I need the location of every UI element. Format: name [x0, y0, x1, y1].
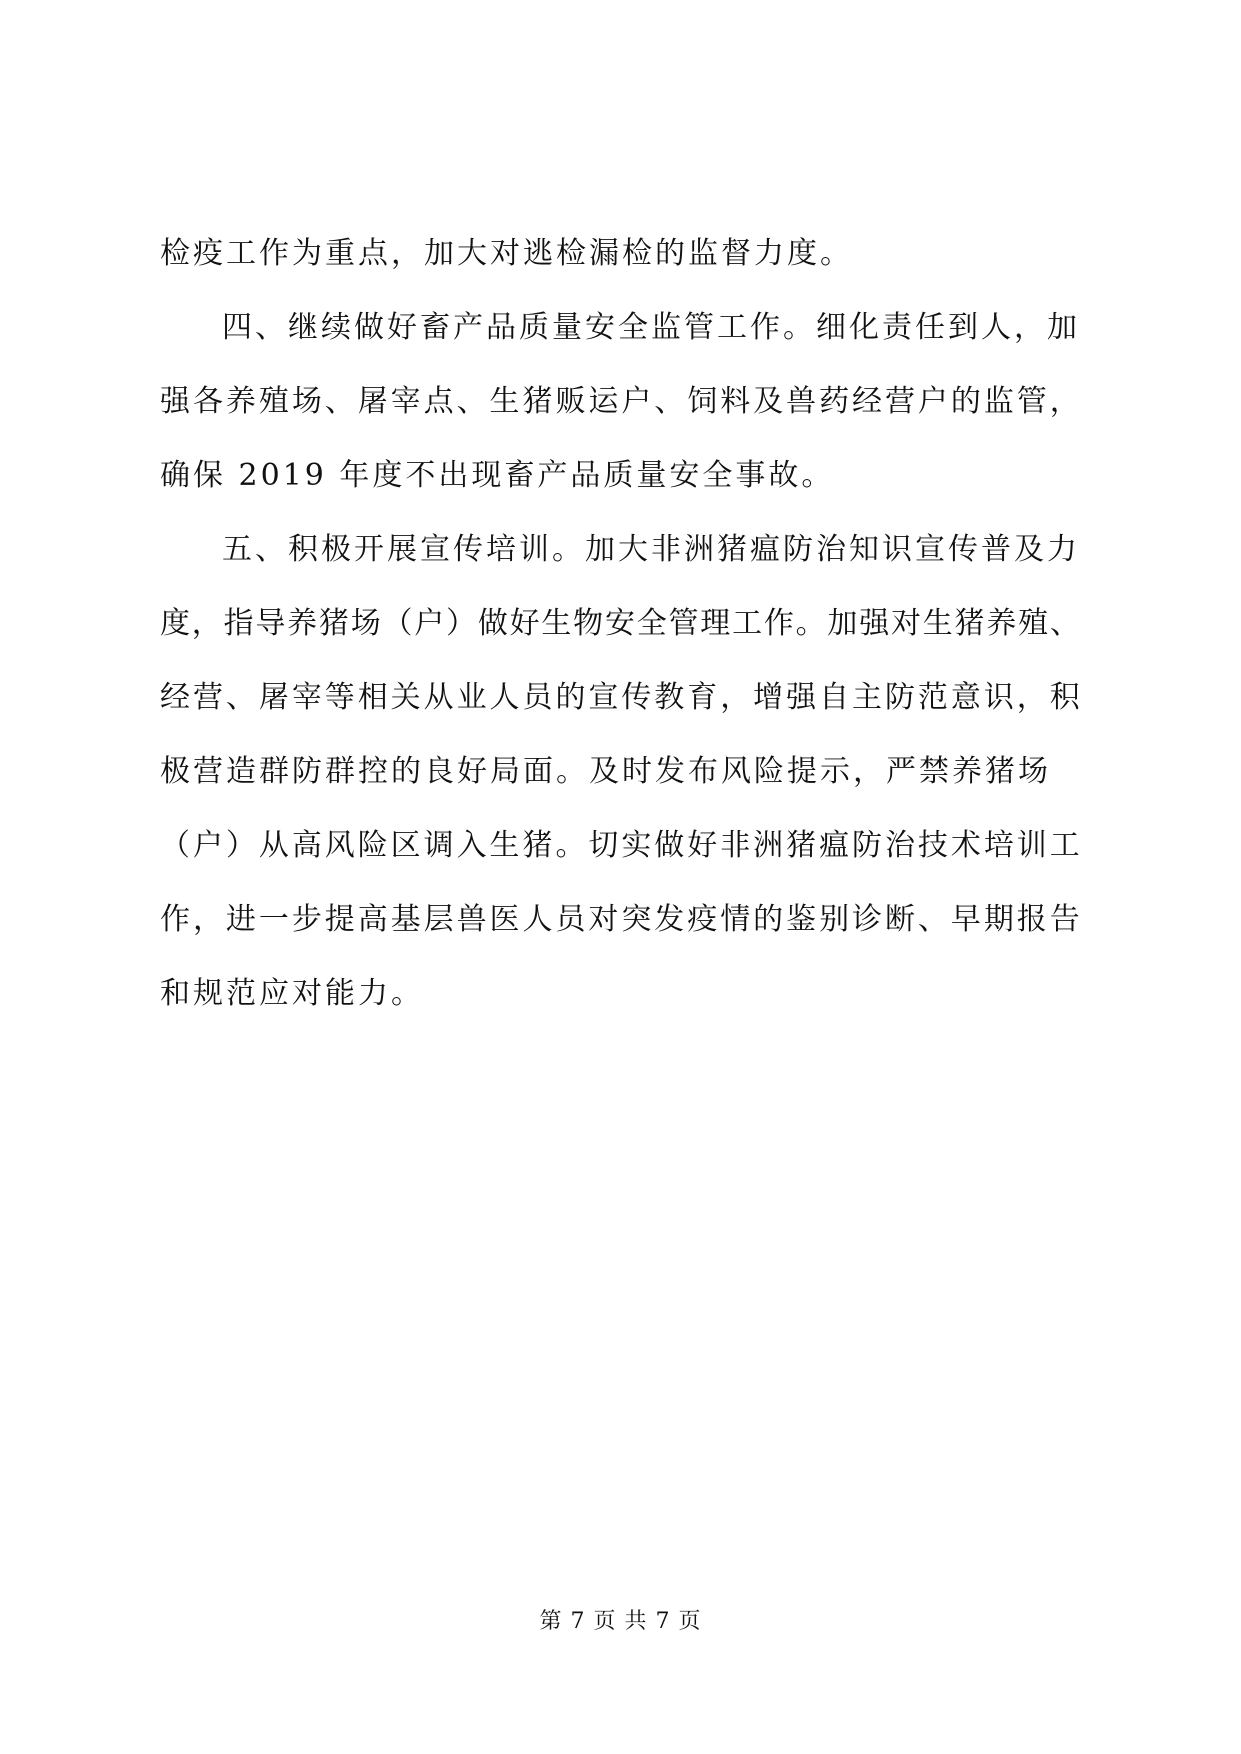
text-line: 强 各 养 殖 场 、 屠 宰 点 、 生 猪 贩 运 户 、 饲 料 及 兽 药 经 营 户 的 监 管 ， [160, 384, 1080, 419]
text-line: 经 营 、 屠 宰 等 相 关 从 业 人 员 的 宣 传 教 育 ， 增 强 自 主 防 范 意 识 ， 积 [160, 680, 1080, 715]
text-line: 确保 2019 年度不出现畜产品质量安全事故。 [160, 458, 835, 493]
text-line: 检疫工作为重点，加大对逃检漏检的监督力度。 [160, 236, 853, 271]
paragraph-heading-line: 四、继续做好畜产品质量安全监管工作。细化责任到人，加 [222, 310, 1080, 345]
text-line: 极营造群防群控的良好局面。及时发布风险提示，严禁养猪场 [160, 754, 1051, 789]
text-line: 度 ， 指 导 养 猪 场 （ 户 ） 做 好 生 物 安 全 管 理 工 作 。 加 强 对 生 猪 养 殖 、 [160, 606, 1080, 641]
text-line: 和规范应对能力。 [160, 976, 424, 1011]
paragraph-heading-line: 五、积极开展宣传培训。加大非洲猪瘟防治知识宣传普及力 [222, 532, 1080, 567]
page-number-footer: 第 7 页 共 7 页 [539, 1609, 702, 1634]
text-line: 作 ， 进 一 步 提 高 基 层 兽 医 人 员 对 突 发 疫 情 的 鉴 别 诊 断 、 早 期 报 告 [160, 902, 1080, 937]
text-line: （ 户 ） 从 高 风 险 区 调 入 生 猪 。 切 实 做 好 非 洲 猪 瘟 防 治 技 术 培 训 工 [160, 828, 1080, 863]
